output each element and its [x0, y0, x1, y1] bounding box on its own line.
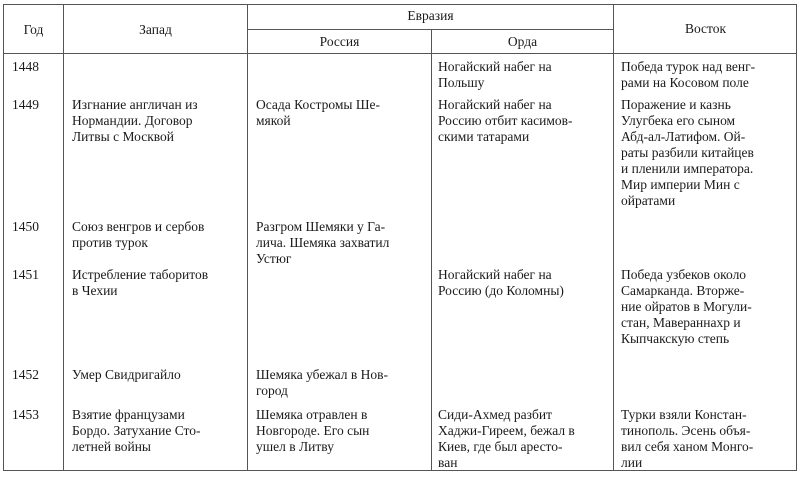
cell-west: Истребление таборитов в Чехии — [72, 267, 209, 298]
divider-west-russia — [247, 4, 248, 471]
divider-header-body — [3, 53, 797, 54]
cell-year: 1451 — [12, 267, 39, 282]
header-eurasia: Евразия — [407, 8, 454, 23]
divider-eurasia-sub — [247, 29, 613, 30]
cell-russia: Шемяка убежал в Нов- город — [256, 367, 389, 398]
divider-russia-horde — [431, 29, 432, 471]
cell-east: Победа узбеков около Самарканда. Вторже- ние ойратов в Могули- стан, Мавераннахр и Кыпчакскую степь — [621, 267, 752, 346]
cell-west: Изгнание англичан из Нормандии. Договор Литвы с Москвой — [72, 97, 198, 144]
header-horde: Орда — [507, 34, 538, 49]
cell-west: Взятие французами Бордо. Затухание Сто- летней войны — [72, 407, 201, 454]
cell-year: 1449 — [12, 97, 39, 112]
cell-west: Союз венгров и сербов против турок — [72, 219, 205, 250]
cell-russia: Шемяка отравлен в Новгороде. Его сын ушел в Литву — [256, 407, 370, 454]
header-west: Запад — [139, 22, 172, 37]
header-russia: Россия — [319, 34, 360, 49]
header-year: Год — [23, 22, 44, 37]
cell-horde: Сиди-Ахмед разбит Хаджи-Гиреем, бежал в Киев, где был аресто- ван — [438, 407, 575, 470]
cell-russia: Осада Костромы Ше- мякой — [256, 97, 380, 128]
cell-horde: Ногайский набег на Польшу — [438, 59, 552, 90]
cell-east: Турки взяли Констан- тинополь. Эсень объя- вил себя ханом Монго- лии — [621, 407, 754, 470]
cell-year: 1450 — [12, 219, 39, 234]
cell-horde: Ногайский набег на Россию отбит касимов- скими татарами — [438, 97, 573, 144]
header-east: Восток — [684, 21, 727, 36]
divider-year-west — [63, 4, 64, 471]
cell-year: 1453 — [12, 407, 39, 422]
cell-west: Умер Свидригайло — [72, 367, 181, 382]
cell-east: Поражение и казнь Улугбека его сыном Абд-ал-Латифом. Ой- раты разбили китайцев и пленили императора. Мир империи Мин с ойратами — [621, 97, 754, 208]
cell-year: 1452 — [12, 367, 39, 382]
cell-russia: Разгром Шемяки у Га- лича. Шемяка захватил Устюг — [256, 219, 390, 266]
divider-horde-east — [613, 4, 614, 471]
cell-year: 1448 — [12, 59, 39, 74]
cell-east: Победа турок над венг- рами на Косовом поле — [621, 59, 756, 90]
cell-horde: Ногайский набег на Россию (до Коломны) — [438, 267, 564, 298]
